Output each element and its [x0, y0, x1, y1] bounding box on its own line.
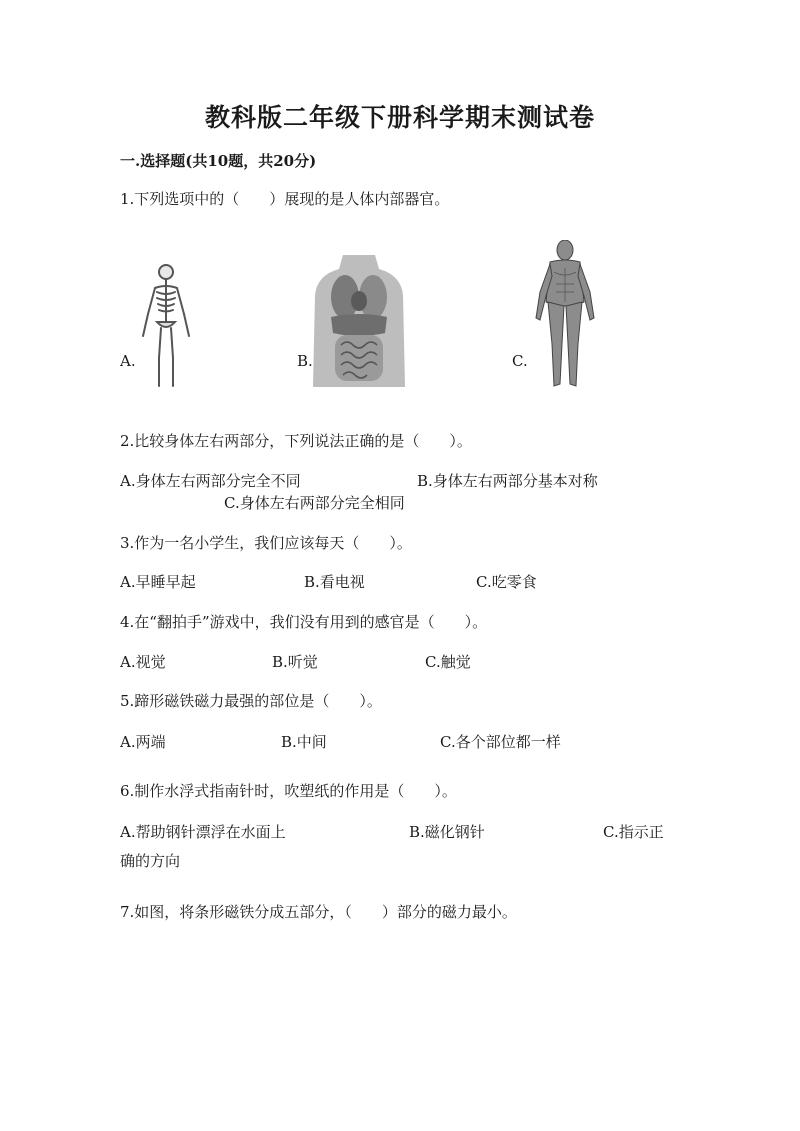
q6-option-a: A.帮助钢针漂浮在水面上 — [120, 823, 286, 841]
section-heading: 一.选择题(共10题，共20分) — [120, 152, 317, 170]
question-2: 2.比较身体左右两部分，下列说法正确的是（ ）。 — [120, 432, 472, 450]
q2-option-a: A.身体左右两部分完全不同 — [120, 472, 301, 490]
q4-option-a: A.视觉 — [120, 653, 166, 671]
q3-option-b: B.看电视 — [304, 573, 365, 591]
internal-organs-icon — [313, 255, 405, 387]
question-6: 6.制作水浮式指南针时，吹塑纸的作用是（ ）。 — [120, 782, 457, 800]
page-title: 教科版二年级下册科学期末测试卷 — [204, 103, 595, 132]
q6-option-b: B.磁化钢针 — [409, 823, 485, 841]
question-5: 5.蹄形磁铁磁力最强的部位是（ ）。 — [120, 692, 382, 710]
q6-option-c: C.指示正 — [603, 823, 664, 841]
q2-option-c: C.身体左右两部分完全相同 — [224, 494, 405, 512]
muscle-anatomy-icon — [530, 240, 600, 388]
question-4: 4.在“翻拍手”游戏中，我们没有用到的感官是（ ）。 — [120, 613, 488, 631]
q2-option-b: B.身体左右两部分基本对称 — [417, 472, 598, 490]
q1-option-a: A. — [120, 352, 136, 370]
q4-option-b: B.听觉 — [272, 653, 318, 671]
q4-option-c: C.触觉 — [425, 653, 471, 671]
q5-option-a: A.两端 — [120, 733, 166, 751]
question-3: 3.作为一名小学生，我们应该每天（ ）。 — [120, 534, 412, 552]
q5-option-c: C.各个部位都一样 — [440, 733, 561, 751]
skeleton-icon — [135, 262, 197, 390]
q5-option-b: B.中间 — [281, 733, 327, 751]
question-7: 7.如图，将条形磁铁分成五部分，（ ）部分的磁力最小。 — [120, 903, 517, 921]
q3-option-c: C.吃零食 — [476, 573, 537, 591]
q1-option-c: C. — [512, 352, 528, 370]
q3-option-a: A.早睡早起 — [120, 573, 196, 591]
q6-option-c-continued: 确的方向 — [120, 852, 181, 870]
q1-option-b: B. — [297, 352, 313, 370]
question-1: 1.下列选项中的（ ）展现的是人体内部器官。 — [120, 190, 450, 208]
